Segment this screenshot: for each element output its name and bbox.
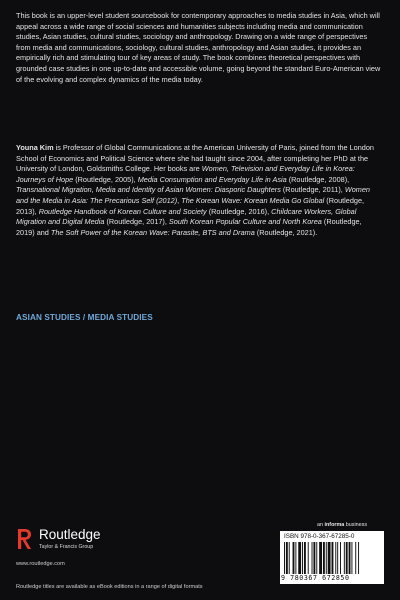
author-bio — [16, 143, 382, 238]
book-title: The Soft Power of the Korean Wave: Parasite, BTS and Drama — [50, 227, 255, 237]
book-title: The Korean Wave: Korean Media Go Global — [181, 195, 325, 205]
book-title: South Korean Popular Culture and North Korea — [168, 217, 322, 227]
book-publisher: (Routledge, 2021). — [254, 227, 318, 237]
book-publisher: , — [177, 195, 182, 205]
informa-brand: informa — [324, 522, 345, 528]
publisher-name: Routledge — [39, 527, 101, 542]
ebook-note: Routledge titles are available as eBook editions in a range of digital formats — [16, 584, 203, 590]
book-publisher: (Routledge, 2013), — [16, 195, 365, 216]
informa-tagline — [317, 522, 367, 528]
publisher-website: www.routledge.com — [16, 561, 65, 567]
book-title: Women, Television and Everyday Life in Korea: Journeys of Hope — [16, 164, 355, 184]
book-publisher: (Routledge, 2019) and — [16, 217, 362, 237]
book-title: Transnational Migration, Media and Identity of Asian Women: Diasporic Daughters — [16, 185, 281, 195]
book-title: Women and the Media in Asia: The Precarious Self (2012) — [16, 185, 370, 205]
barcode-number: 9 780367 672850 — [281, 574, 350, 582]
isbn-label: ISBN 978-0-367-67285-0 — [284, 533, 355, 540]
informa-suffix: business — [344, 522, 368, 528]
author-intro: is Professor of Global Communications at the American University of Paris, joined from the London School of Economics and Political Science where she had taught since 2004, after completing her PhD at the University of London, Goldsmiths College. Her books are — [16, 143, 374, 174]
book-publisher: (Routledge, 2011), — [280, 185, 345, 195]
book-title: Routledge Handbook of Korean Culture and Society — [38, 206, 207, 216]
barcode-panel — [280, 531, 384, 584]
book-title: Childcare Workers, Global Migration and Digital Media — [16, 206, 357, 227]
routledge-r-icon — [16, 527, 33, 551]
book-description: This book is an upper-level student sourcebook for contemporary approaches to media studies in Asia, which will appeal across a wide range of social sciences and humanities subjects including media and communication studies, Asian studies, cultural studies, sociology and anthropology. Drawing on a wide range of perspectives from media and communications, sociology, cultural studies, anthropology and Asian studies, it provides an empirically rich and stimulating tour of key areas of study. The book combines theoretical perspectives with grounded case studies in one up-to-date and accessible volume, going beyond the standard Euro-American view of the evolving and complex dynamics of the media today. — [16, 11, 381, 84]
book-publisher: (Routledge, 2008), — [286, 174, 350, 184]
book-publisher: (Routledge, 2017), — [104, 217, 169, 227]
book-title: Media Consumption and Everyday Life in Asia — [137, 174, 287, 184]
book-publisher: (Routledge, 2005), — [73, 174, 138, 184]
subject-category: ASIAN STUDIES / MEDIA STUDIES — [16, 313, 153, 322]
publisher-logo — [16, 525, 156, 555]
author-name: Youna Kim — [16, 143, 54, 152]
barcode-icon — [284, 542, 380, 574]
informa-prefix: an — [317, 522, 325, 528]
book-publisher: (Routledge, 2016), — [206, 206, 272, 216]
publisher-group: Taylor & Francis Group — [39, 544, 94, 550]
